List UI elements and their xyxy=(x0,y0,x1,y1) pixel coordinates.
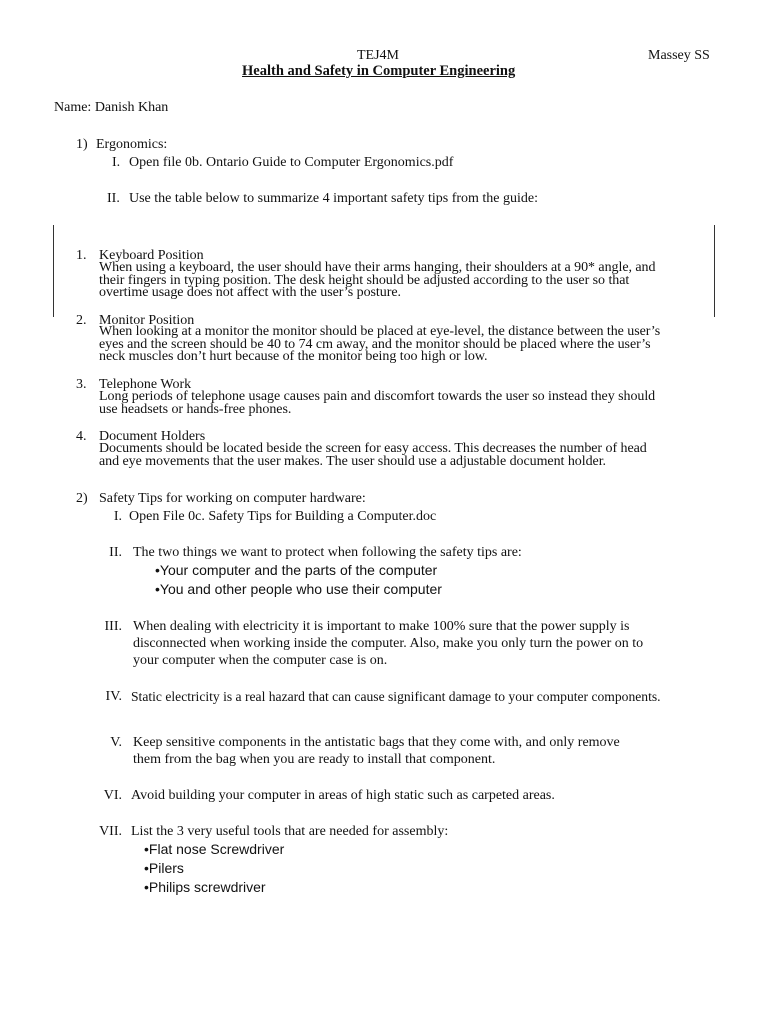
tool-bullet: •Pilers xyxy=(144,860,184,876)
item-iii-numeral: III. xyxy=(104,619,122,634)
tip-3-number: 3. xyxy=(76,377,87,392)
item-v-line: them from the bag when you are ready to install that component. xyxy=(133,752,496,767)
tip-1-line: When using a keyboard, the user should have their arms hanging, their shoulders at a 90* angle, and xyxy=(99,260,656,275)
tip-2-body xyxy=(99,326,660,364)
item-i-text: Open File 0c. Safety Tips for Building a Computer.doc xyxy=(129,509,437,524)
item-v-line: Keep sensitive components in the antistatic bags that they come with, and only remove xyxy=(133,735,620,750)
tip-2-line: neck muscles don’t hurt because of the monitor being too high or low. xyxy=(99,349,488,364)
tip-1-body xyxy=(99,262,655,300)
tip-1-line: their fingers in typing position. The desk height should be adjusted according to the user so that xyxy=(99,272,630,288)
tip-4-number: 4. xyxy=(76,429,87,444)
section-2-number: 2) xyxy=(76,491,88,506)
item-iv-text: Static electricity is a real hazard that can cause significant damage to your computer components. xyxy=(131,689,661,704)
tip-3-title: Telephone Work xyxy=(99,377,192,392)
section-1-step-1: Open file 0b. Ontario Guide to Computer Ergonomics.pdf xyxy=(129,155,454,170)
tip-2-line: When looking at a monitor the monitor should be placed at eye-level, the distance between the user’s xyxy=(99,324,661,339)
tip-3-line: use headsets or hands-free phones. xyxy=(99,401,292,417)
tool-bullet: •Philips screwdriver xyxy=(144,879,266,895)
section-1-step-2: Use the table below to summarize 4 important safety tips from the guide: xyxy=(129,191,539,206)
item-ii-text: The two things we want to protect when following the safety tips are: xyxy=(133,545,522,560)
school-name: Massey SS xyxy=(648,48,710,63)
tip-2-number: 2. xyxy=(76,313,87,328)
item-iii-text xyxy=(133,618,643,669)
document-title: Health and Safety in Computer Engineering xyxy=(242,63,516,79)
section-1-step-2-numeral: II. xyxy=(107,191,120,206)
section-2-heading: Safety Tips for working on computer hardware: xyxy=(99,491,366,506)
item-iii-line: disconnected when working inside the computer. Also, make you only turn the power on to xyxy=(133,636,644,651)
course-code: TEJ4M xyxy=(357,48,399,63)
tip-1-line: overtime usage does not affect with the user’s posture. xyxy=(99,285,401,300)
tip-2-title: Monitor Position xyxy=(99,313,195,328)
tip-1-number: 1. xyxy=(76,248,87,263)
tip-1-title: Keyboard Position xyxy=(99,248,204,263)
tip-4-line: and eye movements that the user makes. The user should use a adjustable document holder. xyxy=(99,453,606,469)
table-left-border xyxy=(53,225,54,317)
protect-bullet: •You and other people who use their computer xyxy=(155,581,442,597)
section-1-number: 1) xyxy=(76,137,88,152)
item-iii-line: When dealing with electricity it is important to make 100% sure that the power supply is xyxy=(133,619,630,634)
item-vi-text: Avoid building your computer in areas of high static such as carpeted areas. xyxy=(131,788,555,803)
protect-bullet: •Your computer and the parts of the computer xyxy=(155,562,438,578)
tip-4-line: Documents should be located beside the screen for easy access. This decreases the number of head xyxy=(99,441,647,456)
tip-2-line: eyes and the screen should be 40 to 74 cm away, and the monitor should be placed where the user’s xyxy=(99,336,651,352)
section-1-step-1-numeral: I. xyxy=(112,155,121,170)
item-vii-text: List the 3 very useful tools that are needed for assembly: xyxy=(131,824,449,839)
tip-4-title: Document Holders xyxy=(99,429,206,444)
table-right-border xyxy=(714,225,715,317)
tip-3-body xyxy=(99,391,655,416)
item-ii-numeral: II. xyxy=(109,545,122,560)
item-vi-numeral: VI. xyxy=(103,788,122,803)
item-v-text xyxy=(133,734,620,768)
tip-4-body xyxy=(99,443,647,468)
tip-3-line: Long periods of telephone usage causes pain and discomfort towards the user so instead they should xyxy=(99,389,656,404)
item-iv-numeral: IV. xyxy=(105,689,122,704)
item-i-numeral: I. xyxy=(113,509,122,524)
item-iii-line: your computer when the computer case is on. xyxy=(133,653,388,668)
item-v-numeral: V. xyxy=(110,735,122,750)
section-1-heading: Ergonomics: xyxy=(96,137,168,152)
tool-bullet: •Flat nose Screwdriver xyxy=(144,841,285,857)
student-name: Name: Danish Khan xyxy=(54,100,169,115)
item-vii-numeral: VII. xyxy=(99,824,122,839)
